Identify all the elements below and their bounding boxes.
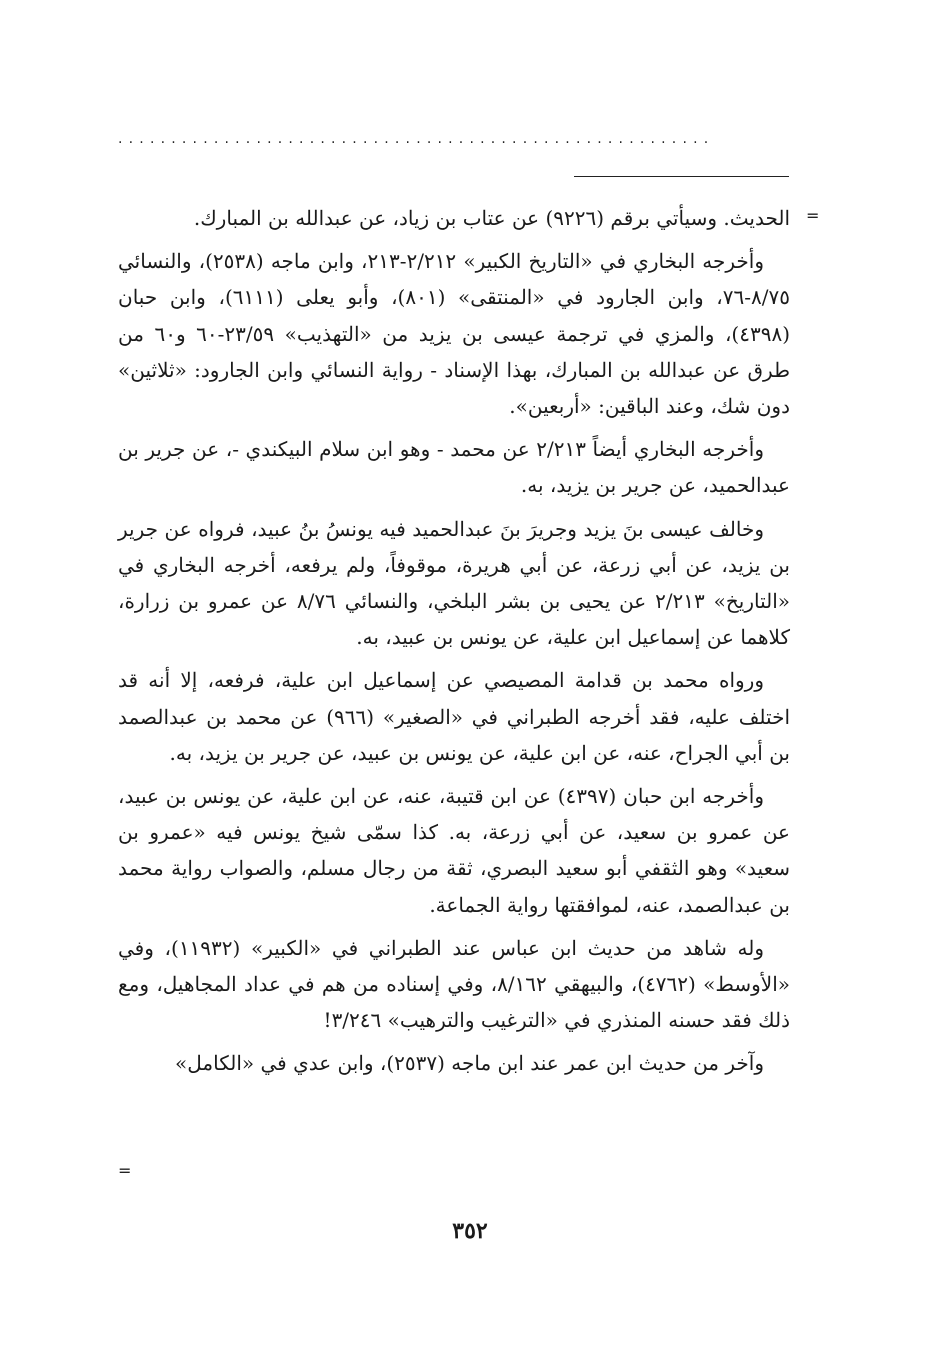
continuation-mark-bottom: = bbox=[118, 1161, 132, 1180]
footnote-paragraph: وأخرجه ابن حبان (٤٣٩٧) عن ابن قتيبة، عنه، عن ابن علية، عن يونس بن عبيد، عن عمرو بن سعيد، عن أبي زرعة، به. كذا سمّى شيخ يونس فيه «عمرو بن سعيد» وهو الثقفي أبو سعيد البصري، ثقة من رجال مسلم، والصواب رواية محمد بن عبدالصمد، عنه، لموافقتها رواية الجماعة. bbox=[118, 784, 790, 917]
footnote-paragraph: وأخرجه البخاري في «التاريخ الكبير» ٢/٢١٢-٢١٣، وابن ماجه (٢٥٣٨)، والنسائي ٨/٧٥-٧٦، وابن الجارود في «المنتقى» (٨٠١)، وأبو يعلى (٦١١١)، وابن حبان (٤٣٩٨)، والمزي في ترجمة عيسى بن يزيد من «التهذيب» ٢٣/٥٩-٦٠ و٦٠ من طرق عن عبدالله بن المبارك، بهذا الإسناد - رواية النسائي وابن الجارود: «ثلاثين» دون شك، وعند الباقين: «أربعين». bbox=[118, 249, 791, 419]
footnote-paragraph: وآخر من حديث ابن عمر عند ابن ماجه (٢٥٣٧)، وابن عدي في «الكامل» bbox=[175, 1051, 764, 1076]
footnote-paragraph: وأخرجه البخاري أيضاً ٢/٢١٣ عن محمد - وهو ابن سلام البيكندي -، عن جرير بن عبدالحميد، عن جرير بن يزيد، به. bbox=[118, 437, 790, 498]
continuation-mark-top: = bbox=[806, 206, 820, 225]
footnote-paragraph: وله شاهد من حديث ابن عباس عند الطبراني في «الكبير» (١١٩٣٢)، وفي «الأوسط» (٤٧٦٢)، والبيهقي ٨/١٦٢، وفي إسناده من هم في عداد المجاهيل، ومع ذلك فقد حسنه المنذري في «الترغيب والترهيب» ٣/٢٤٦! bbox=[118, 935, 790, 1033]
footnote-paragraph: ورواه محمد بن قدامة المصيصي عن إسماعيل ابن علية، فرفعه، إلا أنه قد اختلف عليه، فقد أخرجه الطبراني في «الصغير» (٩٦٦) عن محمد بن عبدالصمد بن أبي الجراح، عنه، عن ابن علية، عن يونس بن عبيد، عن جرير بن يزيد، به. bbox=[118, 668, 790, 765]
page-number: ٣٥٢ bbox=[452, 1218, 488, 1244]
dotted-separator: ........................................................ bbox=[118, 131, 715, 147]
footnote-paragraph: وخالف عيسى بنَ يزيد وجريرَ بنَ عبدالحميد فيه يونسُ بنُ عبيد، فرواه عن جرير بن يزيد، عن أبي زرعة، عن أبي هريرة، موقوفاً، ولم يرفعه، أخرجه البخاري في «التاريخ» ٢/٢١٣ عن يحيى بن بشر البلخي، والنسائي ٨/٧٦ عن عمرو بن زرارة، كلاهما عن إسماعيل ابن علية، عن يونس بن عبيد، به. bbox=[118, 516, 790, 650]
footnote-body bbox=[118, 200, 790, 1089]
footnote-rule bbox=[574, 176, 789, 177]
footnote-paragraph: الحديث. وسيأتي برقم (٩٢٢٦) عن عتاب بن زياد، عن عبدالله بن المبارك. bbox=[193, 206, 790, 230]
